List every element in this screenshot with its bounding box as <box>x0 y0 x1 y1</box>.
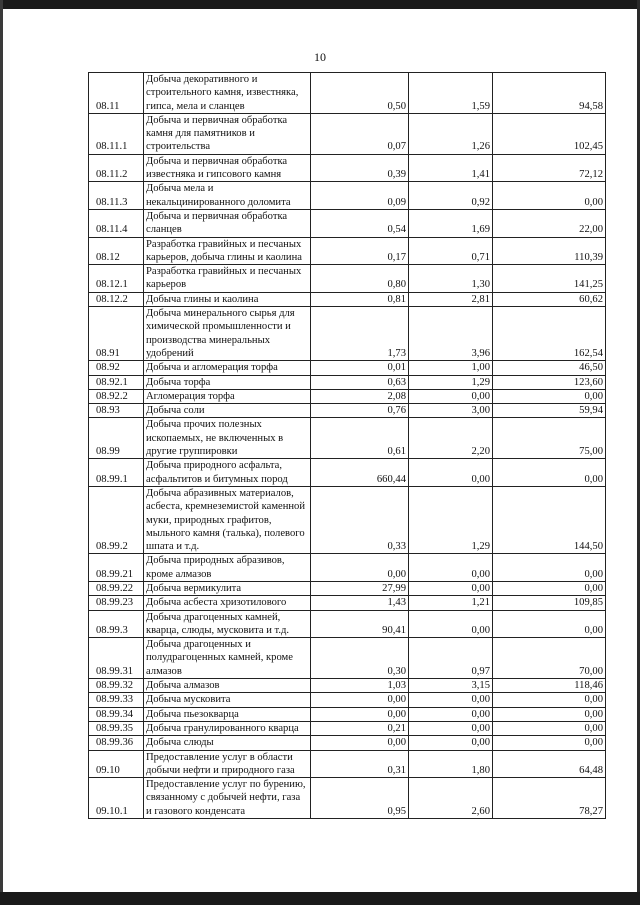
value-3-cell: 0,00 <box>493 693 606 707</box>
table-row <box>89 581 606 595</box>
table-body <box>89 73 606 819</box>
activity-name-cell: Предоставление услуг по бурению, связанному с добычей нефти, газа и газового конденсата <box>144 778 311 819</box>
value-2-cell: 0,00 <box>409 707 493 721</box>
page-number: 10 <box>314 50 326 64</box>
value-3-cell: 0,00 <box>493 182 606 210</box>
okved-code-cell: 08.99.1 <box>89 459 144 487</box>
okved-code-cell: 08.93 <box>89 404 144 418</box>
okved-code-cell: 08.11.1 <box>89 113 144 154</box>
table-row <box>89 459 606 487</box>
okved-code-cell: 08.99.33 <box>89 693 144 707</box>
value-3-cell: 110,39 <box>493 237 606 265</box>
table-row <box>89 736 606 750</box>
okved-code-cell: 08.99.36 <box>89 736 144 750</box>
table-row <box>89 554 606 582</box>
value-1-cell: 0,33 <box>311 486 409 553</box>
activity-name-cell: Добыча природных абразивов, кроме алмазов <box>144 554 311 582</box>
value-1-cell: 0,39 <box>311 154 409 182</box>
table-row <box>89 182 606 210</box>
okved-code-cell: 08.99.22 <box>89 581 144 595</box>
value-2-cell: 0,00 <box>409 736 493 750</box>
value-2-cell: 0,71 <box>409 237 493 265</box>
value-3-cell: 102,45 <box>493 113 606 154</box>
value-2-cell: 1,21 <box>409 596 493 610</box>
value-1-cell: 0,61 <box>311 418 409 459</box>
value-1-cell: 0,07 <box>311 113 409 154</box>
okved-code-cell: 08.99 <box>89 418 144 459</box>
value-3-cell: 144,50 <box>493 486 606 553</box>
okved-code-cell: 08.12 <box>89 237 144 265</box>
activity-name-cell: Добыча глины и каолина <box>144 292 311 306</box>
value-3-cell: 141,25 <box>493 265 606 293</box>
okved-code-cell: 09.10.1 <box>89 778 144 819</box>
value-2-cell: 0,00 <box>409 693 493 707</box>
value-3-cell: 118,46 <box>493 679 606 693</box>
value-3-cell: 70,00 <box>493 638 606 679</box>
activity-name-cell: Добыча драгоценных камней, кварца, слюды, мусковита и т.д. <box>144 610 311 638</box>
activity-name-cell: Добыча алмазов <box>144 679 311 693</box>
value-3-cell: 0,00 <box>493 554 606 582</box>
okved-code-cell: 08.92.2 <box>89 389 144 403</box>
table-row <box>89 375 606 389</box>
value-2-cell: 1,59 <box>409 73 493 114</box>
value-3-cell: 0,00 <box>493 721 606 735</box>
value-2-cell: 3,96 <box>409 307 493 361</box>
value-3-cell: 0,00 <box>493 581 606 595</box>
okved-code-cell: 08.92 <box>89 361 144 375</box>
okved-code-cell: 08.99.21 <box>89 554 144 582</box>
value-2-cell: 0,00 <box>409 554 493 582</box>
table-row <box>89 638 606 679</box>
value-2-cell: 2,81 <box>409 292 493 306</box>
activity-name-cell: Добыча мусковита <box>144 693 311 707</box>
activity-name-cell: Добыча декоративного и строительного камня, известняка, гипса, мела и сланцев <box>144 73 311 114</box>
value-3-cell: 0,00 <box>493 610 606 638</box>
table-row <box>89 154 606 182</box>
table-row <box>89 292 606 306</box>
value-1-cell: 90,41 <box>311 610 409 638</box>
value-3-cell: 78,27 <box>493 778 606 819</box>
value-2-cell: 1,41 <box>409 154 493 182</box>
value-3-cell: 109,85 <box>493 596 606 610</box>
okved-code-cell: 08.12.2 <box>89 292 144 306</box>
activity-name-cell: Добыча слюды <box>144 736 311 750</box>
value-2-cell: 0,97 <box>409 638 493 679</box>
activity-name-cell: Добыча прочих полезных ископаемых, не включенных в другие группировки <box>144 418 311 459</box>
okved-code-cell: 08.99.32 <box>89 679 144 693</box>
activity-name-cell: Добыча вермикулита <box>144 581 311 595</box>
table-row <box>89 73 606 114</box>
value-1-cell: 0,21 <box>311 721 409 735</box>
okved-code-cell: 08.99.23 <box>89 596 144 610</box>
value-2-cell: 1,69 <box>409 209 493 237</box>
value-1-cell: 0,76 <box>311 404 409 418</box>
value-2-cell: 3,00 <box>409 404 493 418</box>
table-row <box>89 679 606 693</box>
activity-name-cell: Предоставление услуг в области добычи нефти и природного газа <box>144 750 311 778</box>
okved-code-cell: 08.99.31 <box>89 638 144 679</box>
value-1-cell: 0,00 <box>311 554 409 582</box>
table-row <box>89 265 606 293</box>
value-1-cell: 0,00 <box>311 736 409 750</box>
okved-code-cell: 08.11.2 <box>89 154 144 182</box>
okved-code-cell: 08.12.1 <box>89 265 144 293</box>
activity-name-cell: Агломерация торфа <box>144 389 311 403</box>
value-2-cell: 0,00 <box>409 610 493 638</box>
activity-rates-table <box>88 72 606 819</box>
table-row <box>89 209 606 237</box>
value-3-cell: 64,48 <box>493 750 606 778</box>
okved-code-cell: 08.11.4 <box>89 209 144 237</box>
value-2-cell: 0,00 <box>409 581 493 595</box>
value-1-cell: 0,17 <box>311 237 409 265</box>
value-3-cell: 60,62 <box>493 292 606 306</box>
activity-name-cell: Добыча соли <box>144 404 311 418</box>
value-1-cell: 1,43 <box>311 596 409 610</box>
table-row <box>89 596 606 610</box>
value-1-cell: 0,63 <box>311 375 409 389</box>
value-1-cell: 0,95 <box>311 778 409 819</box>
activity-name-cell: Добыча минерального сырья для химической промышленности и производства минеральных удобрений <box>144 307 311 361</box>
scan-edge-left <box>0 0 3 905</box>
value-2-cell: 0,00 <box>409 721 493 735</box>
value-1-cell: 1,73 <box>311 307 409 361</box>
value-2-cell: 1,29 <box>409 375 493 389</box>
value-3-cell: 0,00 <box>493 736 606 750</box>
value-1-cell: 0,00 <box>311 693 409 707</box>
activity-name-cell: Добыча абразивных материалов, асбеста, кремнеземистой каменной муки, природных графитов, мыльного камня (талька), полевого шпата и т.д. <box>144 486 311 553</box>
table-row <box>89 486 606 553</box>
value-3-cell: 123,60 <box>493 375 606 389</box>
activity-name-cell: Добыча природного асфальта, асфальтитов и битумных пород <box>144 459 311 487</box>
value-3-cell: 72,12 <box>493 154 606 182</box>
value-2-cell: 1,80 <box>409 750 493 778</box>
okved-code-cell: 08.11 <box>89 73 144 114</box>
value-3-cell: 0,00 <box>493 707 606 721</box>
table-row <box>89 113 606 154</box>
value-2-cell: 1,26 <box>409 113 493 154</box>
okved-code-cell: 09.10 <box>89 750 144 778</box>
value-3-cell: 94,58 <box>493 73 606 114</box>
value-3-cell: 0,00 <box>493 389 606 403</box>
value-1-cell: 0,30 <box>311 638 409 679</box>
value-1-cell: 0,31 <box>311 750 409 778</box>
value-1-cell: 0,01 <box>311 361 409 375</box>
value-1-cell: 0,81 <box>311 292 409 306</box>
value-3-cell: 162,54 <box>493 307 606 361</box>
table-row <box>89 418 606 459</box>
value-3-cell: 22,00 <box>493 209 606 237</box>
value-1-cell: 2,08 <box>311 389 409 403</box>
value-1-cell: 0,54 <box>311 209 409 237</box>
okved-code-cell: 08.99.34 <box>89 707 144 721</box>
activity-name-cell: Добыча драгоценных и полудрагоценных камней, кроме алмазов <box>144 638 311 679</box>
table-row <box>89 721 606 735</box>
value-1-cell: 0,80 <box>311 265 409 293</box>
value-1-cell: 0,09 <box>311 182 409 210</box>
value-1-cell: 27,99 <box>311 581 409 595</box>
value-2-cell: 1,30 <box>409 265 493 293</box>
table-row <box>89 307 606 361</box>
activity-name-cell: Добыча и агломерация торфа <box>144 361 311 375</box>
table-row <box>89 707 606 721</box>
okved-code-cell: 08.91 <box>89 307 144 361</box>
table-row <box>89 361 606 375</box>
value-2-cell: 1,00 <box>409 361 493 375</box>
table-row <box>89 750 606 778</box>
okved-code-cell: 08.99.3 <box>89 610 144 638</box>
value-2-cell: 0,92 <box>409 182 493 210</box>
value-3-cell: 46,50 <box>493 361 606 375</box>
activity-name-cell: Разработка гравийных и песчаных карьеров <box>144 265 311 293</box>
okved-code-cell: 08.99.2 <box>89 486 144 553</box>
activity-name-cell: Добыча и первичная обработка камня для памятников и строительства <box>144 113 311 154</box>
value-1-cell: 0,50 <box>311 73 409 114</box>
activity-name-cell: Добыча асбеста хризотилового <box>144 596 311 610</box>
activity-name-cell: Добыча и первичная обработка сланцев <box>144 209 311 237</box>
value-2-cell: 3,15 <box>409 679 493 693</box>
table-row <box>89 778 606 819</box>
value-1-cell: 1,03 <box>311 679 409 693</box>
value-3-cell: 0,00 <box>493 459 606 487</box>
table-row <box>89 610 606 638</box>
value-1-cell: 660,44 <box>311 459 409 487</box>
okved-code-cell: 08.99.35 <box>89 721 144 735</box>
value-3-cell: 75,00 <box>493 418 606 459</box>
scan-edge-bottom <box>0 892 640 905</box>
value-3-cell: 59,94 <box>493 404 606 418</box>
activity-name-cell: Добыча и первичная обработка известняка и гипсового камня <box>144 154 311 182</box>
value-2-cell: 1,29 <box>409 486 493 553</box>
scan-edge-top <box>0 0 640 9</box>
value-2-cell: 0,00 <box>409 389 493 403</box>
activity-name-cell: Добыча мела и некальцинированного доломита <box>144 182 311 210</box>
okved-code-cell: 08.11.3 <box>89 182 144 210</box>
activity-name-cell: Добыча гранулированного кварца <box>144 721 311 735</box>
activity-name-cell: Разработка гравийных и песчаных карьеров, добыча глины и каолина <box>144 237 311 265</box>
value-1-cell: 0,00 <box>311 707 409 721</box>
okved-code-cell: 08.92.1 <box>89 375 144 389</box>
table-row <box>89 237 606 265</box>
table-row <box>89 389 606 403</box>
table-row <box>89 693 606 707</box>
value-2-cell: 2,60 <box>409 778 493 819</box>
value-2-cell: 0,00 <box>409 459 493 487</box>
table-row <box>89 404 606 418</box>
value-2-cell: 2,20 <box>409 418 493 459</box>
activity-name-cell: Добыча пьезокварца <box>144 707 311 721</box>
activity-name-cell: Добыча торфа <box>144 375 311 389</box>
